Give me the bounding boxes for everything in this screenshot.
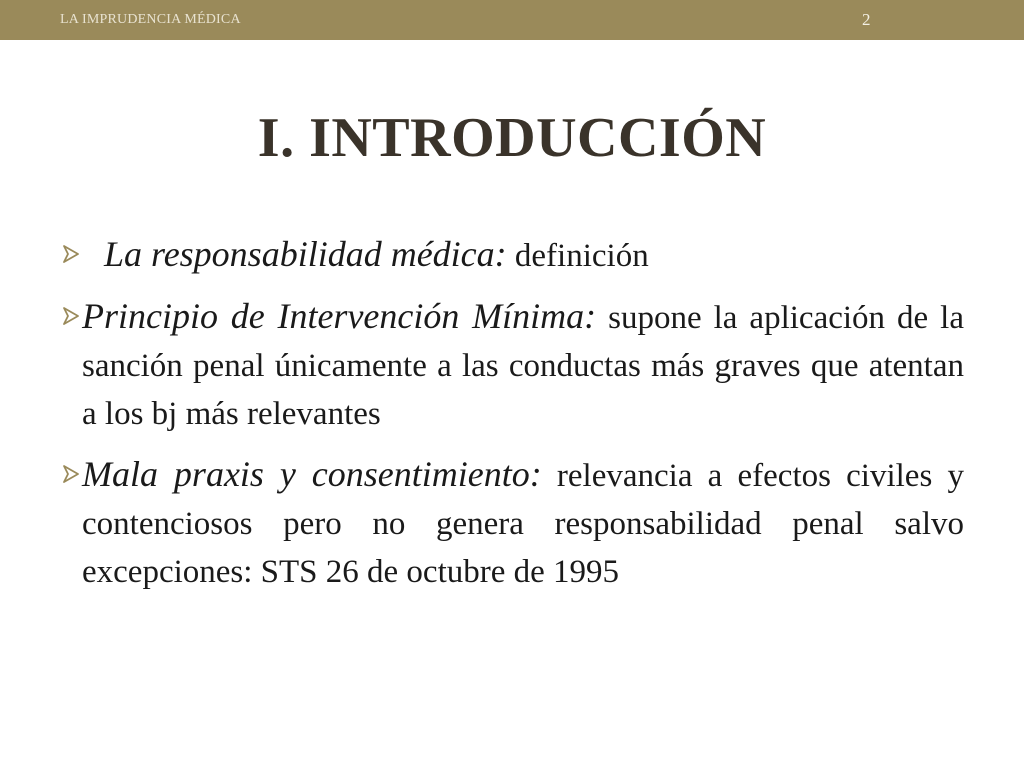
slide-title: I. INTRODUCCIÓN — [257, 107, 767, 169]
bullet-item-mala-praxis — [62, 450, 964, 596]
bullet-text: definición — [506, 238, 649, 274]
bullet-text: supone la aplicación de la sanción penal únicamente a las conductas más graves que atentan a los bj más relevantes — [82, 300, 964, 432]
bullet-term: La responsabilidad médica: — [104, 234, 507, 274]
header-bar — [0, 0, 1024, 40]
page-number: 2 — [862, 10, 871, 29]
bullet-term: Mala praxis y consentimiento: — [82, 454, 542, 494]
bullet-item-principio — [62, 292, 964, 438]
bullet-term: Principio de Intervención Mínima: — [82, 296, 597, 336]
bullet-text: relevancia a efectos civiles y contenciosos pero no genera responsabilidad penal salvo excepciones: STS 26 de octubre de 1995 — [82, 458, 964, 590]
header-title: LA IMPRUDENCIA MÉDICA — [60, 12, 241, 27]
arrow-bullet-icon — [62, 230, 82, 278]
bullet-item-responsabilidad — [62, 230, 964, 280]
arrow-bullet-icon — [62, 292, 82, 340]
bullet-list — [62, 230, 964, 596]
arrow-bullet-icon — [62, 450, 82, 498]
